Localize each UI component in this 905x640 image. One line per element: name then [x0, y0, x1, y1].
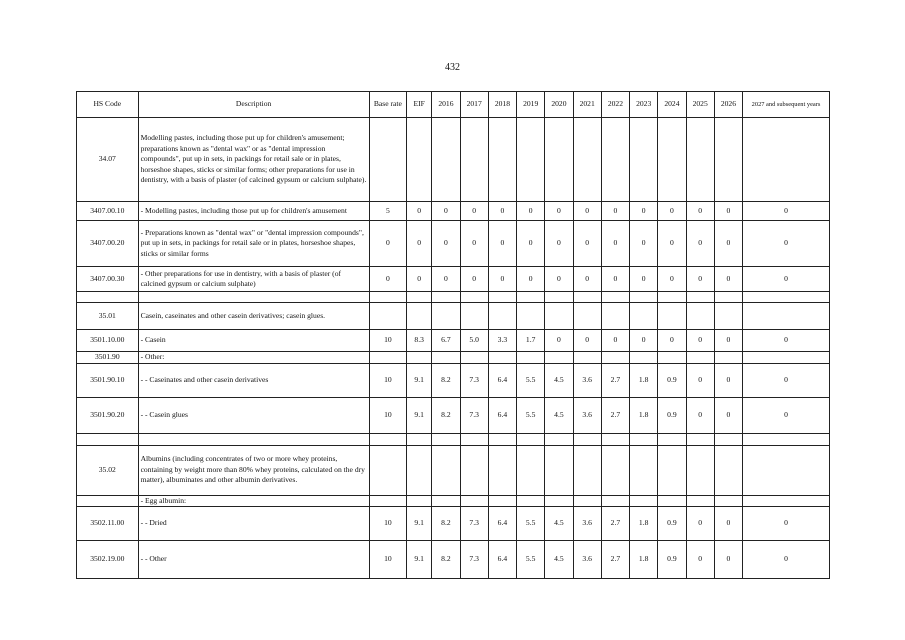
header-year: 2019	[517, 92, 545, 118]
rate-cell	[573, 352, 601, 364]
description-cell: Albumins (including concentrates of two or more whey proteins, containing by weight more than 80% whey proteins, calculated on the dry matter), albuminates and other albumin derivatives.	[138, 445, 369, 495]
rate-cell	[432, 118, 460, 202]
rate-cell: 1.8	[630, 507, 658, 541]
rate-cell	[545, 445, 573, 495]
rate-cell	[686, 433, 714, 445]
tariff-schedule-table	[76, 91, 830, 579]
rate-cell	[517, 292, 545, 303]
rate-cell: 3.6	[573, 507, 601, 541]
rate-cell	[460, 433, 488, 445]
rate-cell: 1.7	[517, 330, 545, 352]
rate-cell	[573, 445, 601, 495]
rate-cell: 0	[630, 221, 658, 267]
rate-cell: 0	[573, 221, 601, 267]
rate-cell: 0	[630, 330, 658, 352]
rate-cell	[517, 303, 545, 330]
rate-cell: 0	[630, 267, 658, 292]
rate-cell: 1.8	[630, 541, 658, 579]
rate-cell	[601, 445, 629, 495]
rate-cell: 2.7	[601, 507, 629, 541]
header-description: Description	[138, 92, 369, 118]
base-rate-cell: 0	[369, 221, 406, 267]
description-cell: - Casein	[138, 330, 369, 352]
rate-cell	[743, 495, 830, 507]
page-number: 432	[445, 62, 460, 73]
rate-cell: 0	[545, 221, 573, 267]
table-row	[77, 267, 830, 292]
description-cell: - - Caseinates and other casein derivatives	[138, 363, 369, 397]
rate-cell	[743, 433, 830, 445]
rate-cell: 6.4	[488, 507, 516, 541]
rate-cell: 0	[545, 202, 573, 221]
base-rate-cell	[369, 433, 406, 445]
rate-cell: 0	[545, 330, 573, 352]
rate-cell	[714, 445, 742, 495]
header-year: 2021	[573, 92, 601, 118]
rate-cell	[714, 433, 742, 445]
description-cell	[138, 292, 369, 303]
rate-cell	[601, 495, 629, 507]
table-row	[77, 363, 830, 397]
rate-cell: 0	[488, 267, 516, 292]
rate-cell: 1.8	[630, 363, 658, 397]
rate-cell: 0	[686, 507, 714, 541]
rate-cell: 9.1	[407, 363, 432, 397]
rate-cell	[432, 303, 460, 330]
rate-cell	[658, 445, 686, 495]
rate-cell: 0	[743, 397, 830, 433]
rate-cell	[714, 292, 742, 303]
base-rate-cell: 10	[369, 397, 406, 433]
rate-cell	[407, 292, 432, 303]
base-rate-cell	[369, 495, 406, 507]
rate-cell: 8.2	[432, 363, 460, 397]
hs-code-cell: 34.07	[77, 118, 139, 202]
rate-cell: 0	[407, 202, 432, 221]
rate-cell: 0	[658, 221, 686, 267]
rate-cell: 0	[407, 221, 432, 267]
rate-cell: 0	[573, 330, 601, 352]
rate-cell	[432, 495, 460, 507]
rate-cell	[488, 118, 516, 202]
rate-cell	[432, 433, 460, 445]
rate-cell	[743, 445, 830, 495]
rate-cell	[630, 292, 658, 303]
table-row	[77, 292, 830, 303]
rate-cell: 2.7	[601, 397, 629, 433]
table-row	[77, 397, 830, 433]
rate-cell: 0	[714, 330, 742, 352]
rate-cell: 5.5	[517, 363, 545, 397]
table-row	[77, 118, 830, 202]
rate-cell	[545, 495, 573, 507]
rate-cell	[517, 352, 545, 364]
base-rate-cell: 10	[369, 541, 406, 579]
rate-cell: 0	[460, 267, 488, 292]
rate-cell: 0	[432, 221, 460, 267]
rate-cell	[658, 292, 686, 303]
rate-cell	[714, 303, 742, 330]
rate-cell: 6.4	[488, 397, 516, 433]
description-cell: - Egg albumin:	[138, 495, 369, 507]
rate-cell	[460, 118, 488, 202]
rate-cell: 0.9	[658, 507, 686, 541]
rate-cell: 3.3	[488, 330, 516, 352]
rate-cell: 0	[517, 267, 545, 292]
description-cell: Casein, caseinates and other casein derivatives; casein glues.	[138, 303, 369, 330]
rate-cell	[601, 292, 629, 303]
rate-cell: 0	[601, 330, 629, 352]
rate-cell: 0	[460, 202, 488, 221]
hs-code-cell: 3407.00.10	[77, 202, 139, 221]
rate-cell: 9.1	[407, 541, 432, 579]
rate-cell: 0.9	[658, 541, 686, 579]
rate-cell	[545, 292, 573, 303]
rate-cell	[714, 352, 742, 364]
rate-cell: 7.3	[460, 397, 488, 433]
rate-cell: 0	[743, 221, 830, 267]
rate-cell: 0	[573, 202, 601, 221]
hs-code-cell	[77, 433, 139, 445]
rate-cell	[460, 445, 488, 495]
table-row	[77, 507, 830, 541]
rate-cell: 6.4	[488, 363, 516, 397]
rate-cell: 0	[601, 221, 629, 267]
rate-cell	[460, 495, 488, 507]
rate-cell: 5.0	[460, 330, 488, 352]
rate-cell	[658, 352, 686, 364]
rate-cell	[658, 303, 686, 330]
rate-cell: 0	[658, 267, 686, 292]
rate-cell: 4.5	[545, 363, 573, 397]
rate-cell	[630, 495, 658, 507]
rate-cell: 0	[601, 202, 629, 221]
table-row	[77, 330, 830, 352]
rate-cell: 5.5	[517, 507, 545, 541]
rate-cell: 3.6	[573, 363, 601, 397]
base-rate-cell	[369, 292, 406, 303]
rate-cell	[573, 303, 601, 330]
rate-cell: 0	[658, 330, 686, 352]
hs-code-cell: 35.01	[77, 303, 139, 330]
rate-cell	[432, 292, 460, 303]
rate-cell: 4.5	[545, 507, 573, 541]
base-rate-cell	[369, 352, 406, 364]
rate-cell	[601, 433, 629, 445]
rate-cell	[407, 118, 432, 202]
header-year: 2016	[432, 92, 460, 118]
rate-cell	[601, 303, 629, 330]
hs-code-cell: 3407.00.20	[77, 221, 139, 267]
rate-cell: 7.3	[460, 541, 488, 579]
rate-cell: 0	[573, 267, 601, 292]
rate-cell	[743, 352, 830, 364]
rate-cell: 8.3	[407, 330, 432, 352]
rate-cell: 7.3	[460, 363, 488, 397]
rate-cell: 0	[686, 363, 714, 397]
table-row	[77, 433, 830, 445]
rate-cell: 0	[714, 363, 742, 397]
header-year: 2018	[488, 92, 516, 118]
base-rate-cell: 5	[369, 202, 406, 221]
header-subsequent-years: 2027 and subsequent years	[743, 92, 830, 118]
description-cell: - Other preparations for use in dentistry, with a basis of plaster (of calcined gypsum or calcium sulphate)	[138, 267, 369, 292]
rate-cell	[686, 352, 714, 364]
rate-cell: 0	[743, 541, 830, 579]
hs-code-cell: 3501.10.00	[77, 330, 139, 352]
rate-cell	[488, 303, 516, 330]
description-cell: - Other:	[138, 352, 369, 364]
rate-cell: 0	[743, 363, 830, 397]
rate-cell: 0	[460, 221, 488, 267]
rate-cell	[545, 118, 573, 202]
description-cell: Modelling pastes, including those put up for children's amusement; preparations known as "dental wax" or as "dental impression compounds", put up in sets, in packings for retail sale or in plates, horseshoe shapes, sticks or similar forms; other preparations for use in dentistry, with a basis of plaster (of calcined gypsum or calcium sulphate).	[138, 118, 369, 202]
rate-cell: 0	[743, 330, 830, 352]
header-year: 2023	[630, 92, 658, 118]
description-cell: - - Other	[138, 541, 369, 579]
hs-code-cell	[77, 495, 139, 507]
rate-cell	[517, 118, 545, 202]
header-year: 2020	[545, 92, 573, 118]
rate-cell: 7.3	[460, 507, 488, 541]
rate-cell: 0	[743, 267, 830, 292]
rate-cell	[460, 352, 488, 364]
hs-code-cell: 3502.11.00	[77, 507, 139, 541]
rate-cell: 0	[432, 202, 460, 221]
rate-cell	[630, 352, 658, 364]
table-row	[77, 303, 830, 330]
rate-cell	[517, 433, 545, 445]
rate-cell	[407, 433, 432, 445]
header-year: 2022	[601, 92, 629, 118]
rate-cell: 6.4	[488, 541, 516, 579]
rate-cell: 6.7	[432, 330, 460, 352]
hs-code-cell: 35.02	[77, 445, 139, 495]
header-year: 2025	[686, 92, 714, 118]
table-row	[77, 541, 830, 579]
rate-cell	[432, 445, 460, 495]
rate-cell: 9.1	[407, 397, 432, 433]
hs-code-cell: 3407.00.30	[77, 267, 139, 292]
table-row	[77, 352, 830, 364]
rate-cell: 0.9	[658, 363, 686, 397]
rate-cell	[686, 118, 714, 202]
rate-cell	[545, 352, 573, 364]
rate-cell: 0	[714, 397, 742, 433]
rate-cell	[714, 495, 742, 507]
rate-cell	[743, 303, 830, 330]
rate-cell	[573, 118, 601, 202]
description-cell	[138, 433, 369, 445]
rate-cell	[743, 118, 830, 202]
header-base-rate: Base rate	[369, 92, 406, 118]
base-rate-cell	[369, 303, 406, 330]
rate-cell	[488, 445, 516, 495]
rate-cell	[488, 495, 516, 507]
rate-cell	[460, 303, 488, 330]
rate-cell: 0	[517, 221, 545, 267]
rate-cell	[488, 292, 516, 303]
hs-code-cell	[77, 292, 139, 303]
rate-cell: 8.2	[432, 397, 460, 433]
base-rate-cell: 10	[369, 330, 406, 352]
rate-cell	[407, 495, 432, 507]
rate-cell: 0	[407, 267, 432, 292]
rate-cell	[714, 118, 742, 202]
rate-cell	[630, 118, 658, 202]
rate-cell	[517, 445, 545, 495]
rate-cell	[407, 303, 432, 330]
rate-cell	[630, 303, 658, 330]
rate-cell: 8.2	[432, 541, 460, 579]
rate-cell	[630, 433, 658, 445]
rate-cell	[686, 445, 714, 495]
base-rate-cell	[369, 445, 406, 495]
rate-cell: 0	[630, 202, 658, 221]
header-year: 2026	[714, 92, 742, 118]
rate-cell: 5.5	[517, 397, 545, 433]
rate-cell	[488, 433, 516, 445]
description-cell: - - Casein glues	[138, 397, 369, 433]
rate-cell: 0	[601, 267, 629, 292]
rate-cell: 0	[686, 202, 714, 221]
description-cell: - Preparations known as "dental wax" or "dental impression compounds", put up in sets, in packings for retail sale or in plates, horseshoe shapes, sticks or similar forms	[138, 221, 369, 267]
rate-cell: 2.7	[601, 541, 629, 579]
rate-cell: 3.6	[573, 397, 601, 433]
description-cell: - Modelling pastes, including those put up for children's amusement	[138, 202, 369, 221]
rate-cell: 0	[658, 202, 686, 221]
rate-cell	[517, 495, 545, 507]
rate-cell	[686, 495, 714, 507]
header-eif: EIF	[407, 92, 432, 118]
rate-cell: 0	[686, 541, 714, 579]
rate-cell	[407, 445, 432, 495]
rate-cell: 0	[488, 202, 516, 221]
rate-cell	[573, 292, 601, 303]
hs-code-cell: 3501.90.20	[77, 397, 139, 433]
rate-cell: 0	[686, 397, 714, 433]
base-rate-cell	[369, 118, 406, 202]
rate-cell: 0	[488, 221, 516, 267]
rate-cell	[601, 118, 629, 202]
rate-cell: 0	[714, 267, 742, 292]
rate-cell	[573, 495, 601, 507]
rate-cell: 0	[714, 541, 742, 579]
rate-cell	[545, 433, 573, 445]
table-row	[77, 202, 830, 221]
base-rate-cell: 10	[369, 507, 406, 541]
rate-cell: 1.8	[630, 397, 658, 433]
rate-cell	[407, 352, 432, 364]
rate-cell: 0	[743, 202, 830, 221]
rate-cell	[460, 292, 488, 303]
rate-cell	[630, 445, 658, 495]
rate-cell: 4.5	[545, 397, 573, 433]
rate-cell: 0	[432, 267, 460, 292]
description-cell: - - Dried	[138, 507, 369, 541]
header-year: 2017	[460, 92, 488, 118]
table-header-row	[77, 92, 830, 118]
rate-cell: 0	[517, 202, 545, 221]
rate-cell: 0	[743, 507, 830, 541]
rate-cell	[432, 352, 460, 364]
hs-code-cell: 3501.90	[77, 352, 139, 364]
rate-cell: 0	[545, 267, 573, 292]
rate-cell: 9.1	[407, 507, 432, 541]
hs-code-cell: 3502.19.00	[77, 541, 139, 579]
rate-cell	[658, 118, 686, 202]
rate-cell: 0	[714, 221, 742, 267]
rate-cell: 8.2	[432, 507, 460, 541]
rate-cell	[743, 292, 830, 303]
rate-cell	[573, 433, 601, 445]
rate-cell: 0	[686, 267, 714, 292]
rate-cell: 0	[714, 202, 742, 221]
rate-cell: 0	[714, 507, 742, 541]
table-row	[77, 445, 830, 495]
rate-cell	[658, 433, 686, 445]
base-rate-cell: 10	[369, 363, 406, 397]
table-row	[77, 221, 830, 267]
rate-cell	[488, 352, 516, 364]
hs-code-cell: 3501.90.10	[77, 363, 139, 397]
rate-cell	[601, 352, 629, 364]
rate-cell: 3.6	[573, 541, 601, 579]
base-rate-cell: 0	[369, 267, 406, 292]
rate-cell	[686, 303, 714, 330]
rate-cell	[545, 303, 573, 330]
rate-cell: 0.9	[658, 397, 686, 433]
rate-cell: 4.5	[545, 541, 573, 579]
rate-cell: 0	[686, 221, 714, 267]
rate-cell: 5.5	[517, 541, 545, 579]
header-year: 2024	[658, 92, 686, 118]
rate-cell	[686, 292, 714, 303]
rate-cell	[658, 495, 686, 507]
header-hs-code: HS Code	[77, 92, 139, 118]
rate-cell: 0	[686, 330, 714, 352]
rate-cell: 2.7	[601, 363, 629, 397]
table-row	[77, 495, 830, 507]
